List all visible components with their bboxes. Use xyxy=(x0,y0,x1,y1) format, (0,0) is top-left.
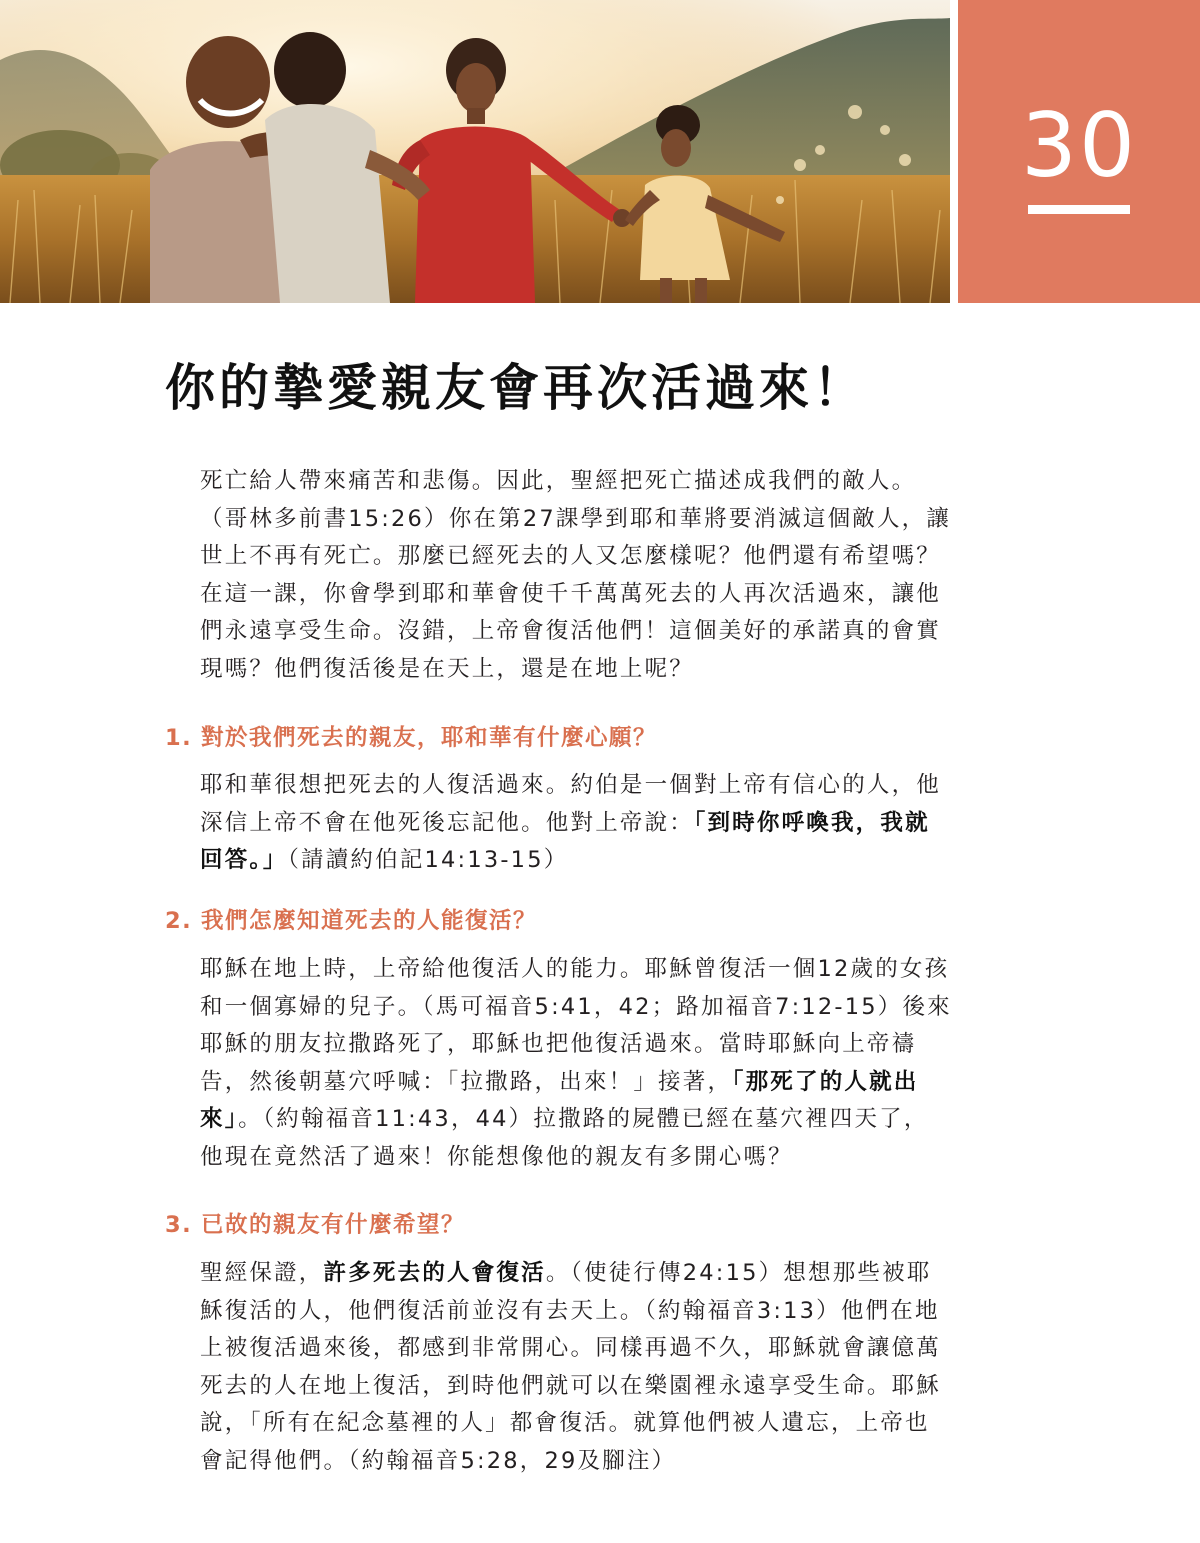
lesson-number-underline xyxy=(1028,205,1130,214)
section-1-heading xyxy=(165,722,965,754)
section-1-text: 耶和華很想把死去的人復活過來。約伯是一個對上帝有信心的人，他深信上帝不會在他死後忘記他。他對上帝說： xyxy=(200,772,942,836)
section-1-quote: 「到時你呼喚我，我就回答。」 xyxy=(200,809,930,873)
section-1-heading-text: 對於我們死去的親友，耶和華有什麼心願？ xyxy=(201,725,658,751)
page-title: 你的摯愛親友會再次活過來！ xyxy=(165,359,867,417)
section-2-text-end: 。（約翰福音11:43，44）拉撒路的屍體已經在墓穴裡四天了，他現在竟然活了過來！你能想像他的親友有多開心嗎？ xyxy=(200,1106,929,1170)
section-2-number: 2. xyxy=(165,908,193,934)
section-3-body xyxy=(200,1255,952,1480)
intro-paragraph: 死亡給人帶來痛苦和悲傷。因此，聖經把死亡描述成我們的敵人。（哥林多前書15:26）你在第27課學到耶和華將要消滅這個敵人，讓世上不再有死亡。那麼已經死去的人又怎麼樣呢？他們還有希望嗎？在這一課，你會學到耶和華會使千千萬萬死去的人再次活過來，讓他們永遠享受生命。沒錯，上帝會復活他們！這個美好的承諾真的會實現嗎？他們復活後是在天上，還是在地上呢？ xyxy=(200,468,952,682)
section-1-body xyxy=(200,767,952,880)
lesson-number-panel xyxy=(958,0,1200,303)
section-3-number: 3. xyxy=(165,1212,193,1238)
section-2-quote: 「那死了的人就出來」 xyxy=(200,1068,919,1132)
section-3-text: 聖經保證， xyxy=(200,1260,324,1286)
section-3-heading-text: 已故的親友有什麼希望？ xyxy=(201,1212,466,1238)
section-3-heading xyxy=(165,1209,965,1241)
section-2-heading-text: 我們怎麼知道死去的人能復活？ xyxy=(201,908,538,934)
section-3-emphasis: 許多死去的人會復活 xyxy=(323,1260,546,1286)
section-1-number: 1. xyxy=(165,725,193,751)
lesson-number: 30 xyxy=(1021,94,1137,197)
section-1-reference: （請讀約伯記14:13-15） xyxy=(287,847,569,873)
section-2-heading xyxy=(165,905,965,937)
section-2-text: 耶穌在地上時，上帝給他復活人的能力。耶穌曾復活一個12歲的女孩和一個寡婦的兒子。（馬可福音5:41，42；路加福音7:12-15）後來耶穌的朋友拉撒路死了，耶穌也把他復活過來。當時耶穌向上帝禱告，然後朝墓穴呼喊：「拉撒路，出來！」接著， xyxy=(200,956,952,1095)
section-3-text-end: 。（使徒行傳24:15）想想那些被耶穌復活的人，他們復活前並沒有去天上。（約翰福音3:13）他們在地上被復活過來後，都感到非常開心。同樣再過不久，耶穌就會讓億萬死去的人在地上復活，到時他們就可以在樂園裡永遠享受生命。耶穌說，「所有在紀念墓裡的人」都會復活。就算他們被人遺忘，上帝也會記得他們。（約翰福音5:28，29及腳注） xyxy=(200,1260,942,1474)
header-photo xyxy=(0,0,950,303)
section-2-body xyxy=(200,951,952,1176)
